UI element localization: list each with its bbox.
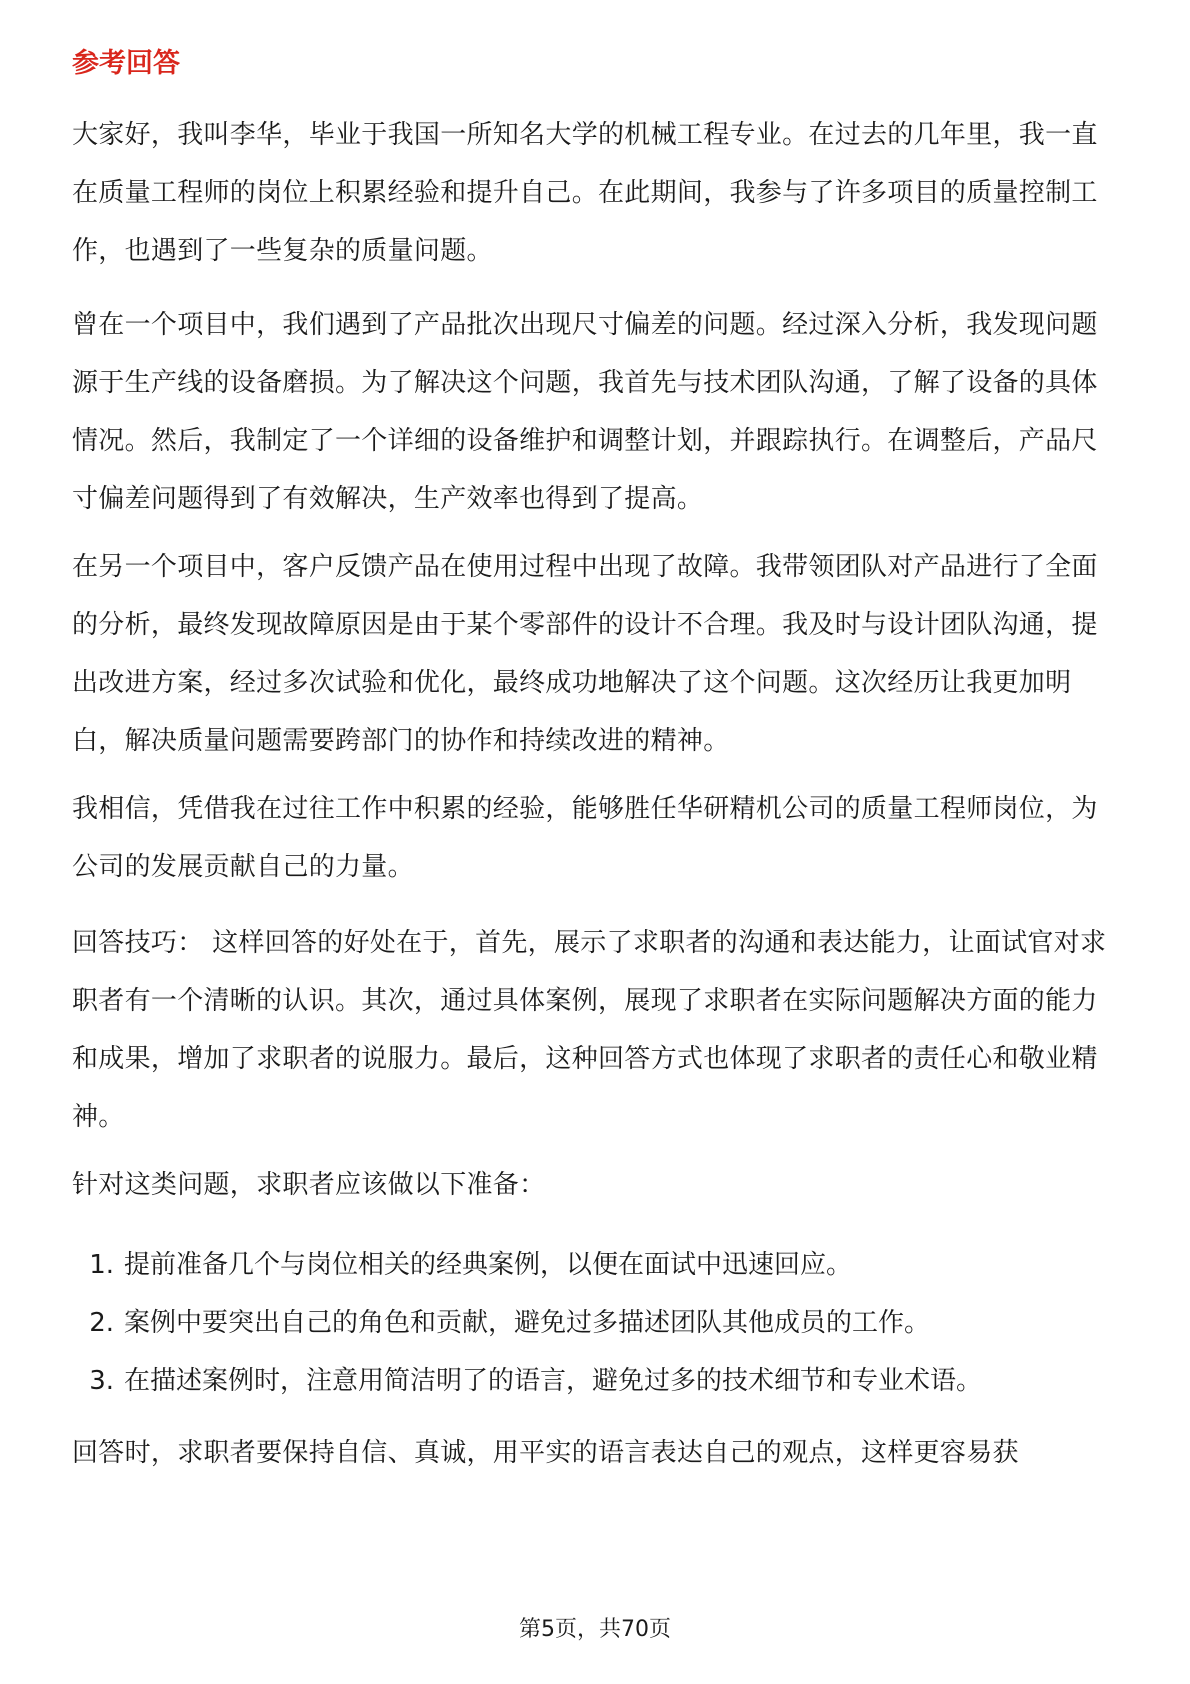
- preparation-list: [72, 1236, 1122, 1410]
- list-item-text: 在描述案例时，注意用简洁明了的语言，避免过多的技术细节和专业术语。: [124, 1366, 983, 1396]
- paragraph-answer-tips: 回答技巧： 这样回答的好处在于，首先，展示了求职者的沟通和表达能力，让面试官对求职者有一个清晰的认识。其次，通过具体案例，展现了求职者在实际问题解决方面的能力和成果，增加了求职者的说服力。最后，这种回答方式也体现了求职者的责任心和敬业精神。: [72, 928, 1107, 1132]
- paragraph-conclusion: 我相信，凭借我在过往工作中积累的经验，能够胜任华研精机公司的质量工程师岗位，为公司的发展贡献自己的力量。: [72, 794, 1098, 882]
- page-number-footer: 第5页，共70页: [519, 1617, 671, 1642]
- list-item: [72, 1294, 1122, 1352]
- list-item-text: 提前准备几个与岗位相关的经典案例，以便在面试中迅速回应。: [124, 1250, 853, 1280]
- list-item-number: 2.: [89, 1308, 114, 1338]
- section-title: 参考回答: [72, 48, 180, 79]
- list-item-number: 1.: [89, 1250, 114, 1280]
- paragraph-case-two: 在另一个项目中，客户反馈产品在使用过程中出现了故障。我带领团队对产品进行了全面的分析，最终发现故障原因是由于某个零部件的设计不合理。我及时与设计团队沟通，提出改进方案，经过多次试验和优化，最终成功地解决了这个问题。这次经历让我更加明白，解决质量问题需要跨部门的协作和持续改进的精神。: [72, 552, 1098, 756]
- list-item: [72, 1236, 1122, 1294]
- list-item: [72, 1352, 1122, 1410]
- paragraph-intro: 大家好，我叫李华，毕业于我国一所知名大学的机械工程专业。在过去的几年里，我一直在质量工程师的岗位上积累经验和提升自己。在此期间，我参与了许多项目的质量控制工作，也遇到了一些复杂的质量问题。: [72, 120, 1098, 266]
- list-item-text: 案例中要突出自己的角色和贡献，避免过多描述团队其他成员的工作。: [124, 1308, 931, 1338]
- list-item-number: 3.: [89, 1366, 114, 1396]
- paragraph-case-one: 曾在一个项目中，我们遇到了产品批次出现尺寸偏差的问题。经过深入分析，我发现问题源于生产线的设备磨损。为了解决这个问题，我首先与技术团队沟通，了解了设备的具体情况。然后，我制定了一个详细的设备维护和调整计划，并跟踪执行。在调整后，产品尺寸偏差问题得到了有效解决，生产效率也得到了提高。: [72, 310, 1098, 514]
- paragraph-preparation-intro: 针对这类问题，求职者应该做以下准备：: [72, 1170, 546, 1200]
- paragraph-closing: 回答时，求职者要保持自信、真诚，用平实的语言表达自己的观点，这样更容易获: [72, 1438, 1019, 1468]
